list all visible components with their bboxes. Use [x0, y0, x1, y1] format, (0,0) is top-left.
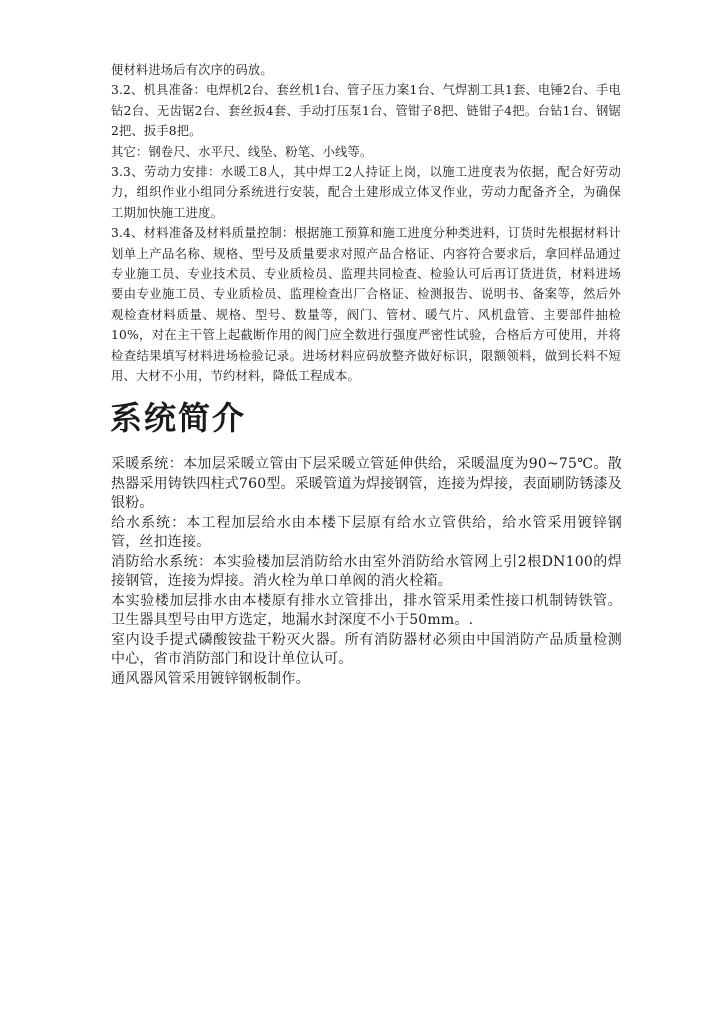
section-title: 系统简介 — [110, 399, 247, 437]
paragraph-drainage-system: 本实验楼加层排水由本楼原有排水立管排出，排水管采用柔性接口机制铸铁管。卫生器具型号由甲方选定，地漏水封深度不小于50mm。. — [111, 592, 622, 628]
paragraph-material-quality-control: 3.4、材料准备及材料质量控制：根据施工预算和施工进度分种类进料，订货时先根据材料计划单上产品名称、规格、型号及质量要求对照产品合格证、内容符合要求后，拿回样品通过专业施工员、专业技术员、专业质检员、监理共同检查、检验认可后再订货进货，材料进场要由专业施工员、专业质检员、监理检查出厂合格证、检测报告、说明书、备案等，然后外观检查材料质量、规格、型号、数量等，阀门、管材、暖气片、风机盘管、主要部件抽检10%，对在主干管上起截断作用的阀门应全数进行强度严密性试验，合格后方可使用，并将检查结果填写材料进场检验记录。进场材料应码放整齐做好标识，限额领料，做到长料不短用、大材不小用，节约材料，降低工程成本。 — [111, 226, 621, 384]
system-overview-text — [111, 455, 622, 689]
paragraph-ventilation-ducts: 通风器风管采用镀锌钢板制作。 — [111, 670, 310, 687]
paragraph-equipment-preparation: 3.2、机具准备：电焊机2台、套丝机1台、管子压力案1台、气焊割工具1套、电锤2台、手电钻2台、无齿锯2台、套丝扳4套、手动打压泵1台、管钳子8把、链钳子4把。台钻1台、钢锯2把、扳手8把。 — [111, 83, 621, 139]
paragraph-water-supply-system: 给水系统：本工程加层给水由本楼下层原有给水立管供给，给水管采用镀锌钢管，丝扣连接。 — [111, 514, 622, 550]
paragraph-labor-arrangement: 3.3、劳动力安排：水暖工8人，其中焊工2人持证上岗，以施工进度表为依据，配合好劳动力，组织作业小组同分系统进行安装，配合土建形成立体叉作业，劳动力配备齐全，为确保工期加快施工进度。 — [111, 165, 621, 220]
paragraph-other-tools: 其它：钢卷尺、水平尺、线坠、粉笔、小线等。 — [111, 144, 373, 159]
paragraph-fire-water-system: 消防给水系统：本实验楼加层消防给水由室外消防给水管网上引2根DN100的焊接钢管，连接为焊接。消火栓为单口单阀的消火栓箱。 — [111, 553, 622, 589]
paragraph-fire-extinguishers: 室内设手提式磷酸铵盐干粉灭火器。所有消防器材必须由中国消防产品质量检测中心，省市消防部门和设计单位认可。 — [111, 631, 622, 667]
paragraph-heating-system: 采暖系统：本加层采暖立管由下层采暖立管延伸供给，采暖温度为90~75℃。散热器采用铸铁四柱式760型。采暖管道为焊接钢管，连接为焊接，表面刷防锈漆及银粉。 — [111, 456, 622, 511]
paragraph-material-stacking: 便材料进场后有次序的码放。 — [111, 63, 273, 77]
construction-preparation-text — [111, 60, 621, 387]
